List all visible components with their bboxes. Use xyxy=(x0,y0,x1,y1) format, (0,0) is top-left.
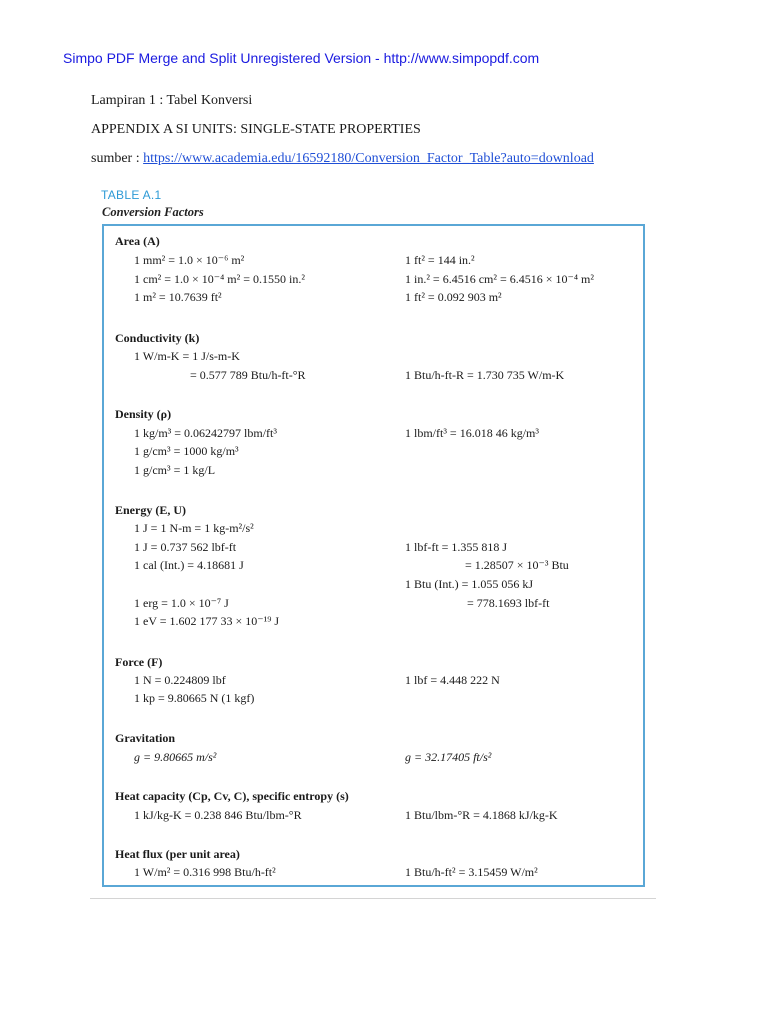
table-row-area-left: 1 cm² = 1.0 × 10⁻⁴ m² = 0.1550 in.² xyxy=(134,272,305,286)
table-row-heat-capacity-right: 1 Btu/lbm-°R = 4.1868 kJ/kg-K xyxy=(405,808,558,822)
table-row-heat-capacity-left: 1 kJ/kg-K = 0.238 846 Btu/lbm-°R xyxy=(134,808,302,822)
table-row-energy-right: 1 lbf-ft = 1.355 818 J xyxy=(405,540,508,554)
table-row-energy-left: 1 erg = 1.0 × 10⁻⁷ J xyxy=(134,596,229,610)
table-row-force-left: 1 N = 0.224809 lbf xyxy=(134,673,226,687)
table-row-energy-left: 1 J = 1 N-m = 1 kg-m²/s² xyxy=(134,521,254,535)
table-row-energy-left: 1 eV = 1.602 177 33 × 10⁻¹⁹ J xyxy=(134,614,280,628)
source-link[interactable]: https://www.academia.edu/16592180/Conversion_Factor_Table?auto=download xyxy=(143,151,594,166)
table-row-energy-right: = 778.1693 lbf-ft xyxy=(467,596,550,610)
table-row-density-left: 1 kg/m³ = 0.06242797 lbm/ft³ xyxy=(134,426,277,440)
table-row-conductivity-left: = 0.577 789 Btu/h-ft-°R xyxy=(190,368,306,382)
table-row-heat-flux-left: 1 W/m² = 0.316 998 Btu/h-ft² xyxy=(134,865,276,879)
table-row-force-right: 1 lbf = 4.448 222 N xyxy=(405,673,500,687)
table-row-conductivity-left: 1 W/m-K = 1 J/s-m-K xyxy=(134,349,240,363)
source-label: sumber : xyxy=(91,151,144,166)
table-row-density-right: 1 lbm/ft³ = 16.018 46 kg/m³ xyxy=(405,426,539,440)
section-heading-gravitation: Gravitation xyxy=(115,731,175,745)
section-heading-density: Density (ρ) xyxy=(115,407,172,421)
table-row-area-right: 1 ft² = 144 in.² xyxy=(405,253,475,267)
table-row-heat-flux-right: 1 Btu/h-ft² = 3.15459 W/m² xyxy=(405,865,538,879)
source-line xyxy=(91,151,594,167)
section-heading-energy: Energy (E, U) xyxy=(115,503,186,517)
bottom-divider xyxy=(90,898,656,899)
table-row-density-left: 1 g/cm³ = 1000 kg/m³ xyxy=(134,444,239,458)
table-caption: TABLE A.1 xyxy=(101,188,162,202)
table-row-area-right: 1 ft² = 0.092 903 m² xyxy=(405,290,502,304)
table-row-energy-left: 1 J = 0.737 562 lbf-ft xyxy=(134,540,237,554)
section-heading-conductivity: Conductivity (k) xyxy=(115,331,200,345)
table-row-conductivity-right: 1 Btu/h-ft-R = 1.730 735 W/m-K xyxy=(405,368,565,382)
section-heading-heat-capacity: Heat capacity (Cp, Cv, C), specific entropy (s) xyxy=(115,789,349,803)
table-row-gravitation-left: g = 9.80665 m/s² xyxy=(134,750,217,764)
conversion-table xyxy=(102,224,645,887)
document-title: Lampiran 1 : Tabel Konversi xyxy=(91,93,253,108)
appendix-title: APPENDIX A SI UNITS: SINGLE-STATE PROPERTIES xyxy=(91,122,421,137)
table-row-energy-right: = 1.28507 × 10⁻³ Btu xyxy=(465,558,569,572)
table-row-gravitation-right: g = 32.17405 ft/s² xyxy=(405,750,492,764)
table-row-energy-left: 1 cal (Int.) = 4.18681 J xyxy=(134,558,244,572)
section-heading-heat-flux: Heat flux (per unit area) xyxy=(115,847,240,861)
table-row-energy-right: 1 Btu (Int.) = 1.055 056 kJ xyxy=(405,577,534,591)
section-heading-force: Force (F) xyxy=(115,655,163,669)
watermark-banner: Simpo PDF Merge and Split Unregistered Version - http://www.simpopdf.com xyxy=(63,50,540,66)
table-row-force-left: 1 kp = 9.80665 N (1 kgf) xyxy=(134,691,255,705)
section-heading-area: Area (A) xyxy=(115,234,160,248)
table-title: Conversion Factors xyxy=(102,205,204,219)
table-row-area-right: 1 in.² = 6.4516 cm² = 6.4516 × 10⁻⁴ m² xyxy=(405,272,594,286)
table-row-density-left: 1 g/cm³ = 1 kg/L xyxy=(134,463,216,477)
table-row-area-left: 1 mm² = 1.0 × 10⁻⁶ m² xyxy=(134,253,245,267)
table-row-area-left: 1 m² = 10.7639 ft² xyxy=(134,290,222,304)
